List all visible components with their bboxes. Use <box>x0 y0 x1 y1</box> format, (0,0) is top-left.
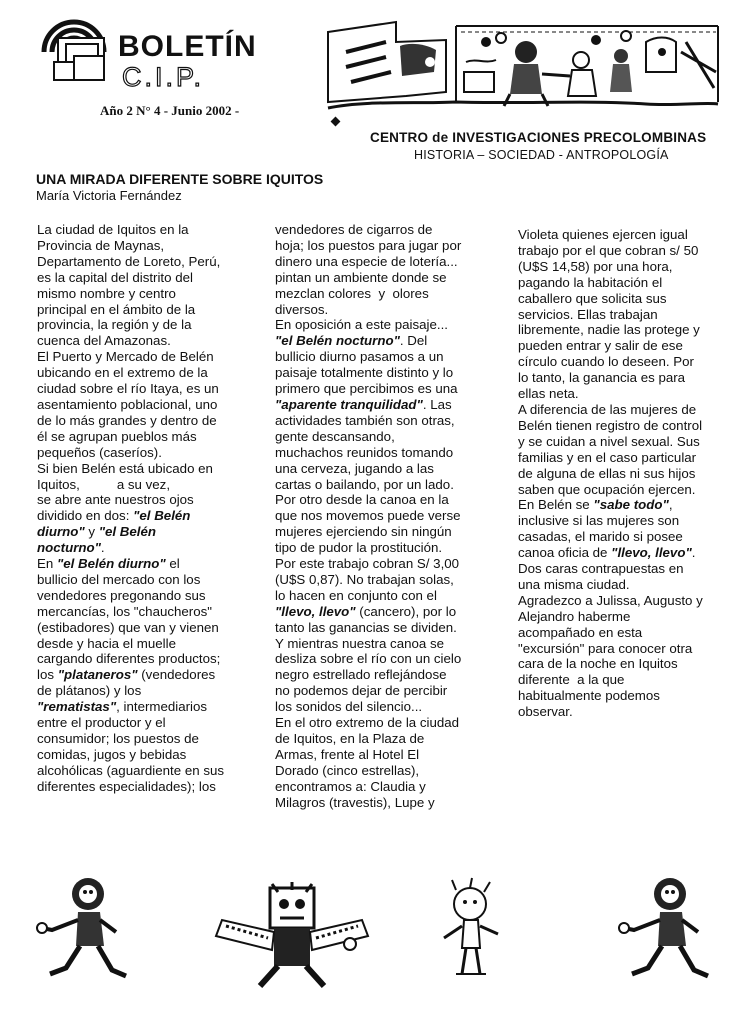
text-line: diferente a la que <box>518 672 625 688</box>
text-line: actividades también son otras, <box>275 412 455 428</box>
text-line: diferentes especialidades); los <box>37 778 216 794</box>
text-line: que nos movemos puede verse <box>275 508 461 524</box>
article-column-1 <box>37 222 267 795</box>
text-line: de lo más grandes y dentro de <box>37 412 217 428</box>
text-line: bullicio diurno pasamos a un <box>275 349 444 365</box>
text-line: se abre ante nuestros ojos <box>37 492 194 508</box>
text-span: (vendedores <box>137 667 216 683</box>
text-line: casadas, el marido si posee <box>518 529 683 545</box>
emphasis-text: "llevo, llevo" <box>611 545 692 561</box>
text-line: tipo de pudor la prostitución. <box>275 540 443 556</box>
text-line <box>275 397 497 413</box>
text-line: gente descansando, <box>275 428 395 444</box>
text-line: mismo nombre y centro <box>37 285 176 301</box>
text-line: lo tanto, la ganancia es para <box>518 370 686 386</box>
dancer-figure-icon <box>612 872 712 992</box>
text-line: caballero que solicita sus <box>518 290 667 306</box>
diamond-bullet <box>331 117 341 127</box>
text-line: encontramos a: Claudia y <box>275 778 426 794</box>
text-span: los <box>37 667 58 683</box>
text-line: principal en el ámbito de la <box>37 301 196 317</box>
issue-info: Año 2 N° 4 - Junio 2002 - <box>100 103 240 118</box>
text-line: bullicio del mercado con los <box>37 571 201 587</box>
text-line: "excursión" para conocer otra <box>518 640 693 656</box>
text-line: Armas, frente al Hotel El <box>275 746 420 762</box>
text-line: pagando la habitación el <box>518 274 663 290</box>
article-column-3 <box>518 227 723 720</box>
emphasis-text: "el Belén <box>133 508 191 524</box>
dancer-figure-icon <box>30 872 130 992</box>
text-line: En el otro extremo de la ciudad <box>275 715 460 731</box>
text-line: vendedores de cigarros de <box>275 222 433 237</box>
text-line: Alejandro haberme <box>518 608 631 624</box>
text-line: Por otro desde la canoa en la <box>275 492 449 508</box>
text-line: A diferencia de las mujeres de <box>518 401 697 417</box>
center-name: CENTRO de INVESTIGACIONES PRECOLOMBINAS <box>370 130 707 145</box>
text-span: . Del <box>399 333 428 349</box>
text-span: . <box>100 540 105 556</box>
text-line <box>275 333 497 349</box>
text-line <box>37 540 267 556</box>
emphasis-text: "rematistas" <box>37 699 117 715</box>
text-line: diversos. <box>275 301 329 317</box>
text-line: y se cuidan a nivel sexual. Sus <box>518 433 700 449</box>
text-line: provincia, la región y de la <box>37 317 192 333</box>
text-line: de Iquitos, en la Plaza de <box>275 731 425 746</box>
text-line: cara de la noche en Iquitos <box>518 656 678 672</box>
text-line: una misma ciudad. <box>518 576 630 592</box>
article-title: UNA MIRADA DIFERENTE SOBRE IQUITOS <box>36 171 324 187</box>
emphasis-text: "aparente tranquilidad" <box>275 396 423 412</box>
text-span: En Belén se <box>518 497 594 513</box>
text-line: servicios. Ellas trabajan <box>518 306 658 322</box>
text-line: Por este trabajo cobran S/ 3,00 <box>275 556 460 572</box>
bulletin-title: BOLETÍN <box>118 30 257 63</box>
text-line <box>37 699 267 715</box>
text-span: , intermediarios <box>116 699 208 715</box>
text-line: él se agrupan pueblos más <box>37 428 197 444</box>
text-line <box>37 556 267 572</box>
text-span: y <box>84 524 99 540</box>
text-line: Milagros (travestis), Lupe y <box>275 794 435 810</box>
deity-figure-icon <box>212 880 372 992</box>
text-line: muchachos reunidos tomando <box>275 444 454 460</box>
center-fields: HISTORIA – SOCIEDAD - ANTROPOLOGÍA <box>414 148 669 162</box>
emphasis-text: "plataneros" <box>57 667 138 683</box>
emphasis-text: diurno" <box>37 524 85 540</box>
text-span: . Las <box>422 396 452 412</box>
text-line: primero que percibimos es una <box>275 381 458 397</box>
text-line: cuenca del Amazonas. <box>37 333 171 349</box>
text-line: ciudad sobre el río Itaya, es un <box>37 381 219 397</box>
text-line: consumidor; los puestos de <box>37 731 199 746</box>
text-line: Dos caras contrapuestas en <box>518 561 684 577</box>
text-line: los sonidos del silencio... <box>275 699 423 715</box>
jumping-figure-icon <box>432 878 512 990</box>
text-line: alcohólicas (aguardiente en sus <box>37 762 225 778</box>
text-line: lo hacen en conjunto con el <box>275 587 437 603</box>
text-line <box>37 508 267 524</box>
text-line: pueden entrar y salir de ese <box>518 338 683 354</box>
text-span: . <box>691 545 696 561</box>
text-line: (U$S 14,58) por una hora, <box>518 258 673 274</box>
text-line: pequeños (caseríos). <box>37 444 162 460</box>
text-line: ubicando en el extremo de la <box>37 365 208 381</box>
text-line: La ciudad de Iquitos en la <box>37 222 189 237</box>
text-line <box>37 524 267 540</box>
text-line: observar. <box>518 704 573 720</box>
emphasis-text: "sabe todo" <box>593 497 669 513</box>
text-line: ellas neta. <box>518 386 579 402</box>
article-column-2 <box>275 222 497 811</box>
text-line: Agradezco a Julissa, Augusto y <box>518 592 703 608</box>
text-line: Departamento de Loreto, Perú, <box>37 253 221 269</box>
emphasis-text: nocturno" <box>37 540 101 556</box>
text-line: negro estrellado reflejándose <box>275 667 447 683</box>
text-line: tanto las ganancias se dividen. <box>275 619 457 635</box>
text-line: dinero una especie de lotería... <box>275 253 458 269</box>
cip-logo-icon <box>38 16 118 86</box>
text-line: saben que ocupación ejercen. <box>518 481 696 497</box>
text-line: desde y hacia el muelle <box>37 635 176 651</box>
text-line: Y mientras nuestra canoa se <box>275 635 445 651</box>
text-line: trabajo por el que cobran s/ 50 <box>518 242 699 258</box>
article-author: María Victoria Fernández <box>36 188 182 203</box>
text-line: mezclan colores y olores <box>275 285 429 301</box>
text-line: Belén tienen registro de control <box>518 417 703 433</box>
text-line: Violeta quienes ejercen igual <box>518 227 688 242</box>
text-line: desliza sobre el río con un cielo <box>275 651 462 667</box>
text-line: asentamiento poblacional, uno <box>37 396 218 412</box>
text-line: paisaje totalmente distinto y lo <box>275 365 454 381</box>
emphasis-text: "el Belén diurno" <box>56 556 166 572</box>
text-line: una cerveza, jugando a las <box>275 460 434 476</box>
text-line: no podemos dejar de percibir <box>275 683 448 699</box>
text-line: de alguna de ellas ni sus hijos <box>518 465 696 481</box>
text-line: mercancías, los "chaucheros" <box>37 603 212 619</box>
text-line: cartas o bailando, por un lado. <box>275 476 454 492</box>
text-line: En oposición a este paisaje... <box>275 317 448 333</box>
text-line: vendedores pregonando sus <box>37 587 206 603</box>
text-line: mujeres ejerciendo sin ningún <box>275 524 452 540</box>
text-line: familias y en el caso particular <box>518 449 697 465</box>
text-line <box>518 497 723 513</box>
text-line: entre el productor y el <box>37 715 166 731</box>
text-line: (estibadores) que van y vienen <box>37 619 219 635</box>
emphasis-text: "el Belén <box>98 524 157 540</box>
text-line: Dorado (cinco estrellas), <box>275 762 420 778</box>
text-line: El Puerto y Mercado de Belén <box>37 349 214 365</box>
emphasis-text: "llevo, llevo" <box>275 603 356 619</box>
text-line: Provincia de Maynas, <box>37 237 165 253</box>
text-line: de plátanos) y los <box>37 683 142 699</box>
text-line: Si bien Belén está ubicado en <box>37 460 213 476</box>
text-line <box>518 545 723 561</box>
text-line: pintan un ambiente donde se <box>275 269 447 285</box>
text-line: cargando diferentes productos; <box>37 651 221 667</box>
text-line: acompañado en esta <box>518 624 643 640</box>
text-line: habitualmente podemos <box>518 688 660 704</box>
text-span: el <box>165 556 180 572</box>
text-line: comidas, jugos y bebidas <box>37 746 187 762</box>
emphasis-text: "el Belén nocturno" <box>275 333 400 349</box>
text-line <box>275 604 497 620</box>
text-line: círculo cuando lo deseen. Por <box>518 354 694 370</box>
text-line: Iquitos, a su vez, <box>37 476 171 492</box>
text-span: canoa oficia de <box>518 545 612 561</box>
text-span: , <box>668 497 673 513</box>
text-span: dividido en dos: <box>37 508 134 524</box>
text-line: hoja; los puestos para jugar por <box>275 237 462 253</box>
text-line: (U$S 0,87). No trabajan solas, <box>275 571 454 587</box>
precolumbian-scene-illustration <box>326 12 720 110</box>
text-line: es la capital del distrito del <box>37 269 193 285</box>
text-span: (cancero), por lo <box>355 603 457 619</box>
text-span: En <box>37 556 57 572</box>
text-line: inclusive si las mujeres son <box>518 513 680 529</box>
bulletin-subtitle: C.I.P. <box>122 62 205 92</box>
text-line <box>37 667 267 683</box>
text-line: libremente, nadie las protege y <box>518 322 700 338</box>
